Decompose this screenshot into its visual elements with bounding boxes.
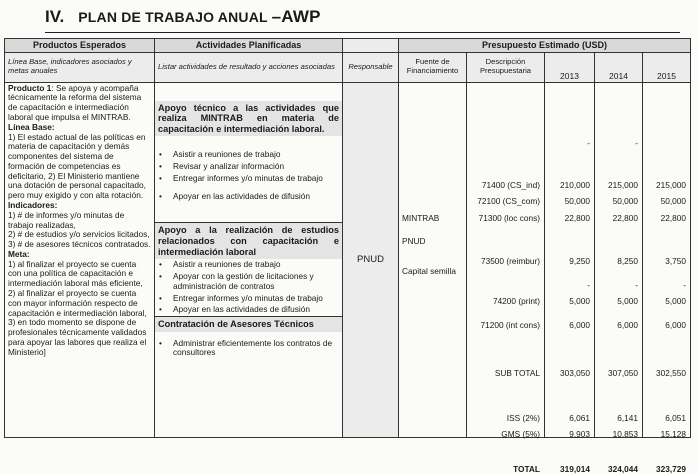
value-2015: 6,000 (665, 319, 686, 330)
fuente-item: MINTRAB (402, 212, 440, 223)
year-2015-cell: 215,000 50,000 22,800 3,750 - 5,000 6,000 302,550 6,051 15,128 323,729 (643, 82, 691, 437)
year-2014-cell: - 215,000 50,000 22,800 8,250 - 5,000 6,000 307,050 6,141 10,853 324,044 (595, 82, 643, 437)
total-2013: 319,014 (560, 463, 590, 474)
indicador-item: 3) # de asesores técnicos contratados. (8, 239, 151, 250)
activity-item: • Apoyar con la gestión de licitaciones y administración de contratos (159, 270, 314, 291)
value-2014: 6,141 (617, 412, 638, 423)
value-2014: 22,800 (612, 212, 638, 223)
budget-desc: 71400 (CS_ind) (481, 179, 540, 190)
activity-title: Apoyo técnico a las actividades que realiza MINTRAB en materia de capacitación e intermediación laboral. (155, 101, 342, 137)
value-2013: 9,250 (569, 255, 590, 266)
meta-item: 3) en todo momento se dispone de profesionales técnicamente validados para apoyar las labores que realiza el Ministerio] (8, 317, 147, 357)
budget-desc: 72100 (CS_com) (477, 195, 540, 206)
value-2015: 5,000 (665, 295, 686, 306)
activity-title: Apoyo a la realización de estudios relacionados con capacitación e intermediación laboral (155, 223, 342, 259)
value-2014: 10,853 (612, 428, 638, 439)
value-2013: 5,000 (569, 295, 590, 306)
header-actividades: Actividades Planificadas (155, 39, 343, 53)
budget-desc: SUB TOTAL (494, 367, 540, 378)
section-heading (45, 7, 321, 31)
subheader-productos: Línea Base, indicadores asociados y metas anuales (5, 52, 155, 82)
subheader-actividades: Listar actividades de resultado y acciones asociadas (155, 52, 343, 82)
activity-item: • Administrar eficientemente los contratos de consultores (159, 337, 333, 358)
value-2013: 210,000 (560, 179, 590, 190)
budget-desc: GMS (5%) (501, 428, 540, 439)
value-2015: 22,800 (660, 212, 686, 223)
year-2014: 2014 (595, 52, 643, 82)
responsable-cell: PNUD (343, 82, 399, 437)
value-2013: 22,800 (564, 212, 590, 223)
fuente-item: Capital semilla (402, 265, 456, 276)
activity-item: • Apoyar en las actividades de difusión (159, 304, 310, 315)
value-2014: 5,000 (617, 295, 638, 306)
value-2015: 215,000 (656, 179, 686, 190)
awp-table (4, 38, 691, 474)
activity-item: • Entregar informes y/o minutas de trabajo (159, 292, 323, 303)
value-2014: 307,050 (608, 367, 638, 378)
value-2014: 215,000 (608, 179, 638, 190)
section-number: IV. (45, 7, 65, 26)
section-title: PLAN DE TRABAJO ANUAL –AWP (78, 7, 321, 26)
year-2013: 2013 (545, 52, 595, 82)
value-2013: 6,061 (569, 412, 590, 423)
activity-item: • Asistir a reuniones de trabajo (159, 259, 281, 270)
budget-desc: 71300 (loc cons) (478, 212, 540, 223)
activity-group (155, 101, 342, 203)
value-2015: 15,128 (660, 428, 686, 439)
heading-rule (45, 32, 680, 33)
activity-group (155, 222, 342, 316)
value-2015: 302,550 (656, 367, 686, 378)
descripcion-cell (467, 82, 545, 474)
value-2014: 8,250 (617, 255, 638, 266)
activity-item: • Apoyar en las actividades de difusión (159, 190, 310, 201)
meta-item: 1) al finalizar el proyecto se cuenta con una política de capacitación e intermediación laboral más eficiente, (8, 258, 143, 289)
value-2015: 3,750 (665, 255, 686, 266)
year-2015: 2015 (643, 52, 691, 82)
value-2013: 9,903 (569, 428, 590, 439)
activity-item: • Asistir a reuniones de trabajo (159, 149, 281, 160)
budget-desc: 73500 (reimbur) (480, 255, 540, 266)
activity-title: Contratación de Asesores Técnicos (155, 317, 342, 332)
budget-desc-total: TOTAL (513, 463, 540, 474)
year-2013-cell: - 210,000 50,000 22,800 9,250 - 5,000 6,000 303,050 6,061 9,903 319,014 (545, 82, 595, 437)
activity-group (155, 316, 342, 359)
activity-item: • Revisar y analizar información (159, 161, 285, 172)
budget-desc: ISS (2%) (506, 412, 540, 423)
actividades-cell (155, 82, 343, 437)
activity-item: • Entregar informes y/o minutas de trabajo (159, 172, 323, 183)
budget-desc: 74200 (print) (492, 295, 540, 306)
indicador-item: 1) # de informes y/o minutas de trabajo realizadas, (8, 209, 125, 230)
subheader-responsable: Responsable (343, 52, 399, 82)
subheader-fuente: Fuente de Financiamiento (399, 52, 467, 82)
value-2015: 6,051 (665, 412, 686, 423)
header-presupuesto: Presupuesto Estimado (USD) (399, 39, 691, 53)
header-productos: Productos Esperados (5, 39, 155, 53)
subheader-descripcion: Descripción Presupuestaria (467, 52, 545, 82)
total-2015: 323,729 (656, 463, 686, 474)
value-2013: 303,050 (560, 367, 590, 378)
value-2013: 6,000 (569, 319, 590, 330)
budget-desc: 71200 (int cons) (480, 319, 540, 330)
productos-cell: Producto 1: Se apoya y acompaña técnicamente la reforma del sistema de capacitación e intermediación laboral que impulsa el MINTRAB. Línea Base: 1) El estado actual de las políticas en materia de capacitación y demás componentes del sistema de formación de competencias es deficitario, 2) El Ministerio mantiene una dotación de personal capacitado, pero muy exigido y con alta rotación. Indicadores: 1) # de informes y/o minutas de trabajo realizadas, 2) # de estudios y/o servicios licitados, 3) # de asesores técnicos contratados. Meta: 1) al finalizar el proyecto se cuenta con una política de capacitación e intermediación laboral más eficiente, 2) al finalizar el proyecto se cuenta con mayor información respecto de capacitación e intermediación laboral, 3) en todo momento se dispone de profesionales técnicamente validados para apoyar las labores que realiza el Ministerio] (5, 82, 155, 437)
indicador-item: 2) # de estudios y/o servicios licitados, (8, 229, 150, 240)
value-2014: 6,000 (617, 319, 638, 330)
total-2014: 324,044 (608, 463, 638, 474)
fuente-item: PNUD (402, 235, 426, 246)
meta-item: 2) al finalizar el proyecto se cuenta con mayor información respecto de capacitación e intermediación laboral, (8, 288, 147, 318)
fuente-cell (399, 82, 467, 437)
value-2015: 50,000 (660, 195, 686, 206)
value-2013: 50,000 (564, 195, 590, 206)
value-2014: 50,000 (612, 195, 638, 206)
